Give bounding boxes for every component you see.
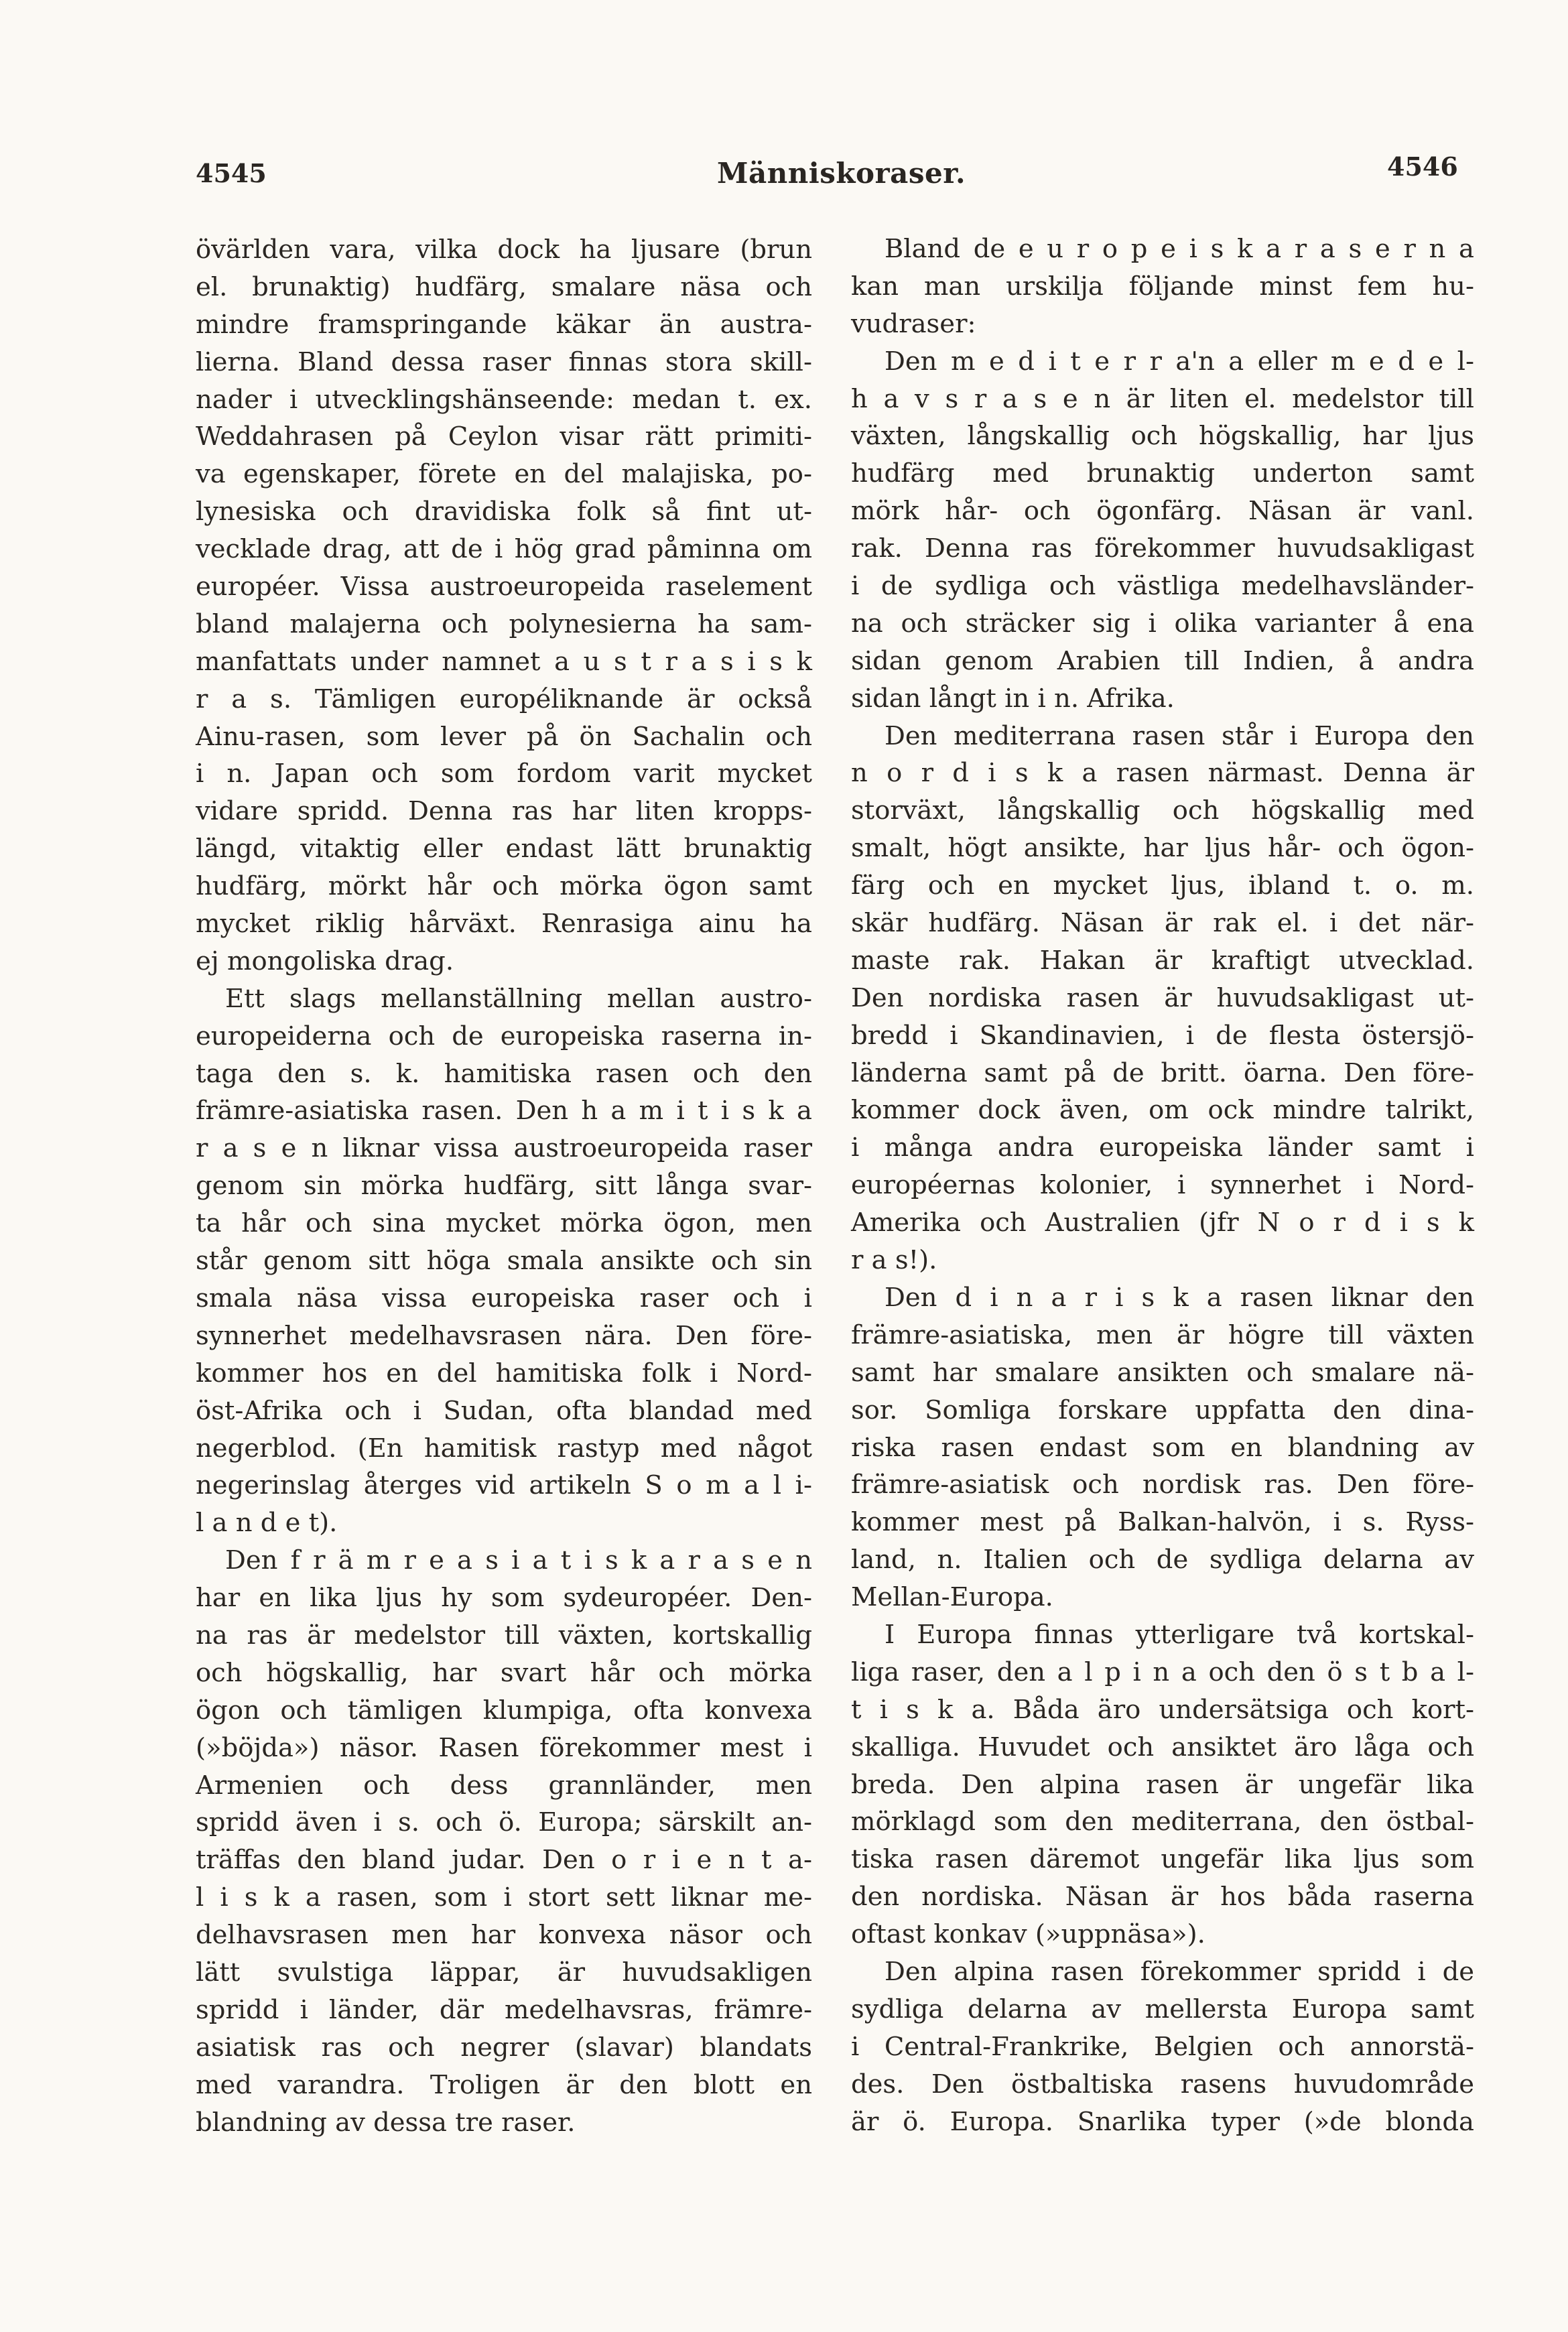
text-line: land, n. Italien och de sydliga delarna av xyxy=(851,1545,1474,1575)
text-line: Bland de e u r o p e i s k a r a s e r n a xyxy=(885,234,1474,264)
text-line: sor. Somliga forskare uppfatta den dina- xyxy=(851,1395,1474,1425)
page-number-left: 4545 xyxy=(196,158,267,188)
text-line: i många andra europeiska länder samt i xyxy=(851,1132,1474,1163)
text-line: l a n d e t). xyxy=(196,1508,338,1539)
text-line: mycket riklig hårväxt. Renrasiga ainu ha xyxy=(196,909,812,940)
text-line: smalt, högt ansikte, har ljus hår- och ögon- xyxy=(851,833,1474,864)
text-line: l i s k a rasen, som i stort sett liknar me- xyxy=(196,1882,812,1913)
text-line: kommer hos en del hamitiska folk i Nord- xyxy=(196,1358,812,1388)
text-line: Den mediterrana rasen står i Europa den xyxy=(885,720,1474,751)
text-line: växten, långskallig och högskallig, har ljus xyxy=(851,421,1474,452)
text-line: Ainu-rasen, som lever på ön Sachalin och xyxy=(196,721,812,752)
text-line: storväxt, långskallig och högskallig med xyxy=(851,795,1474,826)
text-line: vudraser: xyxy=(851,308,976,339)
text-line: mörk hår- och ögonfärg. Näsan är vanl. xyxy=(851,496,1474,527)
text-line: skalliga. Huvudet och ansiktet äro låga och xyxy=(851,1732,1474,1762)
text-line: asiatisk ras och negrer (slavar) blandats xyxy=(196,2032,812,2063)
text-line: des. Den östbaltiska rasens huvudområde xyxy=(851,2069,1474,2099)
text-line: blandning av dessa tre raser. xyxy=(196,2107,576,2138)
text-line: sidan genom Arabien till Indien, å andra xyxy=(851,645,1474,676)
text-line: i de sydliga och västliga medelhavsländer- xyxy=(851,571,1474,602)
text-line: va egenskaper, förete en del malajiska, po- xyxy=(196,459,812,490)
text-line: i n. Japan och som fordom varit mycket xyxy=(196,759,812,789)
text-line: negerblod. (En hamitisk rastyp med något xyxy=(196,1433,812,1464)
text-line: främre-asiatisk och nordisk ras. Den före- xyxy=(851,1470,1474,1500)
text-line: har en lika ljus hy som sydeuropéer. Den- xyxy=(196,1583,812,1614)
text-line: den nordiska. Näsan är hos båda raserna xyxy=(851,1882,1474,1913)
text-line: delhavsrasen men har konvexa näsor och xyxy=(196,1920,812,1951)
text-line: t i s k a. Båda äro undersätsiga och kort- xyxy=(851,1694,1474,1725)
text-line: Armenien och dess grannländer, men xyxy=(196,1770,812,1801)
text-line: i Central-Frankrike, Belgien och annorstä- xyxy=(851,2031,1474,2062)
text-line: sydliga delarna av mellersta Europa samt xyxy=(851,1994,1474,2024)
text-line: med varandra. Troligen är den blott en xyxy=(196,2069,812,2100)
text-line: samt har smalare ansikten och smalare nä- xyxy=(851,1357,1474,1388)
text-line: breda. Den alpina rasen är ungefär lika xyxy=(851,1769,1474,1800)
text-line: Den f r ä m r e a s i a t i s k a r a s e n xyxy=(225,1545,812,1576)
page-title: Människoraser. xyxy=(717,157,966,190)
text-line: na ras är medelstor till växten, kortskallig xyxy=(196,1620,812,1650)
text-line: Weddahrasen på Ceylon visar rätt primiti- xyxy=(196,422,812,452)
text-line: riska rasen endast som en blandning av xyxy=(851,1432,1474,1463)
text-line: ta hår och sina mycket mörka ögon, men xyxy=(196,1208,812,1239)
text-line: Den d i n a r i s k a rasen liknar den xyxy=(885,1282,1474,1313)
text-line: står genom sitt höga smala ansikte och sin xyxy=(196,1246,812,1277)
text-line: och högskallig, har svart hår och mörka xyxy=(196,1657,812,1688)
text-line: h a v s r a s e n är liten el. medelstor till xyxy=(851,383,1474,414)
text-line: smala näsa vissa europeiska raser och i xyxy=(196,1283,812,1313)
text-line: r a s!). xyxy=(851,1245,937,1276)
text-line: lynesiska och dravidiska folk så fint ut- xyxy=(196,497,812,527)
text-line: träffas den bland judar. Den o r i e n t a- xyxy=(196,1845,812,1876)
page-number-right: 4546 xyxy=(1387,151,1458,182)
text-line: Mellan-Europa. xyxy=(851,1582,1053,1613)
text-line: mörklagd som den mediterrana, den östbal- xyxy=(851,1807,1474,1837)
text-line: Den alpina rasen förekommer spridd i de xyxy=(885,1956,1474,1987)
text-line: tiska rasen däremot ungefär lika ljus som xyxy=(851,1844,1474,1875)
text-line: vidare spridd. Denna ras har liten kropps- xyxy=(196,796,812,827)
text-line: el. brunaktig) hudfärg, smalare näsa och xyxy=(196,271,812,302)
text-line: r a s e n liknar vissa austroeuropeida raser xyxy=(196,1133,812,1164)
text-line: lierna. Bland dessa raser finnas stora skill- xyxy=(196,346,812,377)
text-line: na och sträcker sig i olika varianter å ena xyxy=(851,608,1474,639)
text-line: rak. Denna ras förekommer huvudsakligast xyxy=(851,533,1474,564)
right-text-column xyxy=(851,231,1474,2140)
text-line: ej mongoliska drag. xyxy=(196,946,454,976)
text-line: I Europa finnas ytterligare två kortskal- xyxy=(885,1619,1474,1650)
text-line: hudfärg med brunaktig underton samt xyxy=(851,458,1474,489)
text-line: hudfärg, mörkt hår och mörka ögon samt xyxy=(196,871,812,902)
text-line: främre-asiatiska rasen. Den h a m i t i s k a xyxy=(196,1096,812,1126)
text-line: (»böjda») näsor. Rasen förekommer mest i xyxy=(196,1732,812,1763)
text-line: kommer dock även, om ock mindre talrikt, xyxy=(851,1095,1474,1126)
running-header xyxy=(0,151,1568,198)
text-line: bredd i Skandinavien, i de flesta östersjö- xyxy=(851,1020,1474,1051)
text-line: länderna samt på de britt. öarna. Den före- xyxy=(851,1057,1474,1088)
text-line: maste rak. Hakan är kraftigt utvecklad. xyxy=(851,945,1474,976)
text-line: spridd i länder, där medelhavsras, främre- xyxy=(196,1994,812,2025)
text-line: vecklade drag, att de i hög grad påminna om xyxy=(196,534,812,565)
text-line: manfattats under namnet a u s t r a s i s k xyxy=(196,646,812,677)
text-line: är ö. Europa. Snarlika typer (»de blonda xyxy=(851,2106,1474,2137)
text-line: synnerhet medelhavsrasen nära. Den före- xyxy=(196,1320,812,1351)
text-line: taga den s. k. hamitiska rasen och den xyxy=(196,1058,812,1089)
text-line: Den m e d i t e r r a'n a eller m e d e l- xyxy=(885,346,1474,377)
text-line: r a s. Tämligen européliknande är också xyxy=(196,684,812,714)
text-line: lätt svulstiga läppar, är huvudsakligen xyxy=(196,1957,812,1988)
text-line: nader i utvecklingshänseende: medan t. ex. xyxy=(196,384,812,415)
text-line: öst-Afrika och i Sudan, ofta blandad med xyxy=(196,1395,812,1426)
text-line: ögon och tämligen klumpiga, ofta konvexa xyxy=(196,1695,812,1726)
text-line: oftast konkav (»uppnäsa»). xyxy=(851,1919,1205,1950)
text-line: Den nordiska rasen är huvudsakligast ut- xyxy=(851,982,1474,1013)
text-line: Ett slags mellanställning mellan austro- xyxy=(225,983,812,1014)
text-line: kommer mest på Balkan-halvön, i s. Ryss- xyxy=(851,1507,1474,1538)
text-line: skär hudfärg. Näsan är rak el. i det när- xyxy=(851,908,1474,939)
text-line: kan man urskilja följande minst fem hu- xyxy=(851,271,1474,302)
text-line: européernas kolonier, i synnerhet i Nord- xyxy=(851,1170,1474,1201)
text-line: n o r d i s k a rasen närmast. Denna är xyxy=(851,758,1474,789)
text-line: negerinslag återges vid artikeln S o m a l i- xyxy=(196,1470,812,1501)
text-line: sidan långt in i n. Afrika. xyxy=(851,683,1175,714)
text-line: längd, vitaktig eller endast lätt brunaktig xyxy=(196,834,812,864)
text-line: övärlden vara, vilka dock ha ljusare (brun xyxy=(196,235,812,265)
text-line: mindre framspringande käkar än austra- xyxy=(196,309,812,340)
text-line: liga raser, den a l p i n a och den ö s t b a l- xyxy=(851,1657,1474,1687)
text-line: färg och en mycket ljus, ibland t. o. m. xyxy=(851,870,1474,901)
text-line: bland malajerna och polynesierna ha sam- xyxy=(196,608,812,639)
text-line: främre-asiatiska, men är högre till växten xyxy=(851,1319,1474,1350)
left-text-column xyxy=(196,231,812,2141)
text-line: Amerika och Australien (jfr N o r d i s k xyxy=(851,1208,1474,1238)
text-line: spridd även i s. och ö. Europa; särskilt an- xyxy=(196,1807,812,1838)
text-line: européer. Vissa austroeuropeida raselement xyxy=(196,572,812,602)
text-line: europeiderna och de europeiska raserna in- xyxy=(196,1021,812,1051)
text-line: genom sin mörka hudfärg, sitt långa svar- xyxy=(196,1171,812,1202)
